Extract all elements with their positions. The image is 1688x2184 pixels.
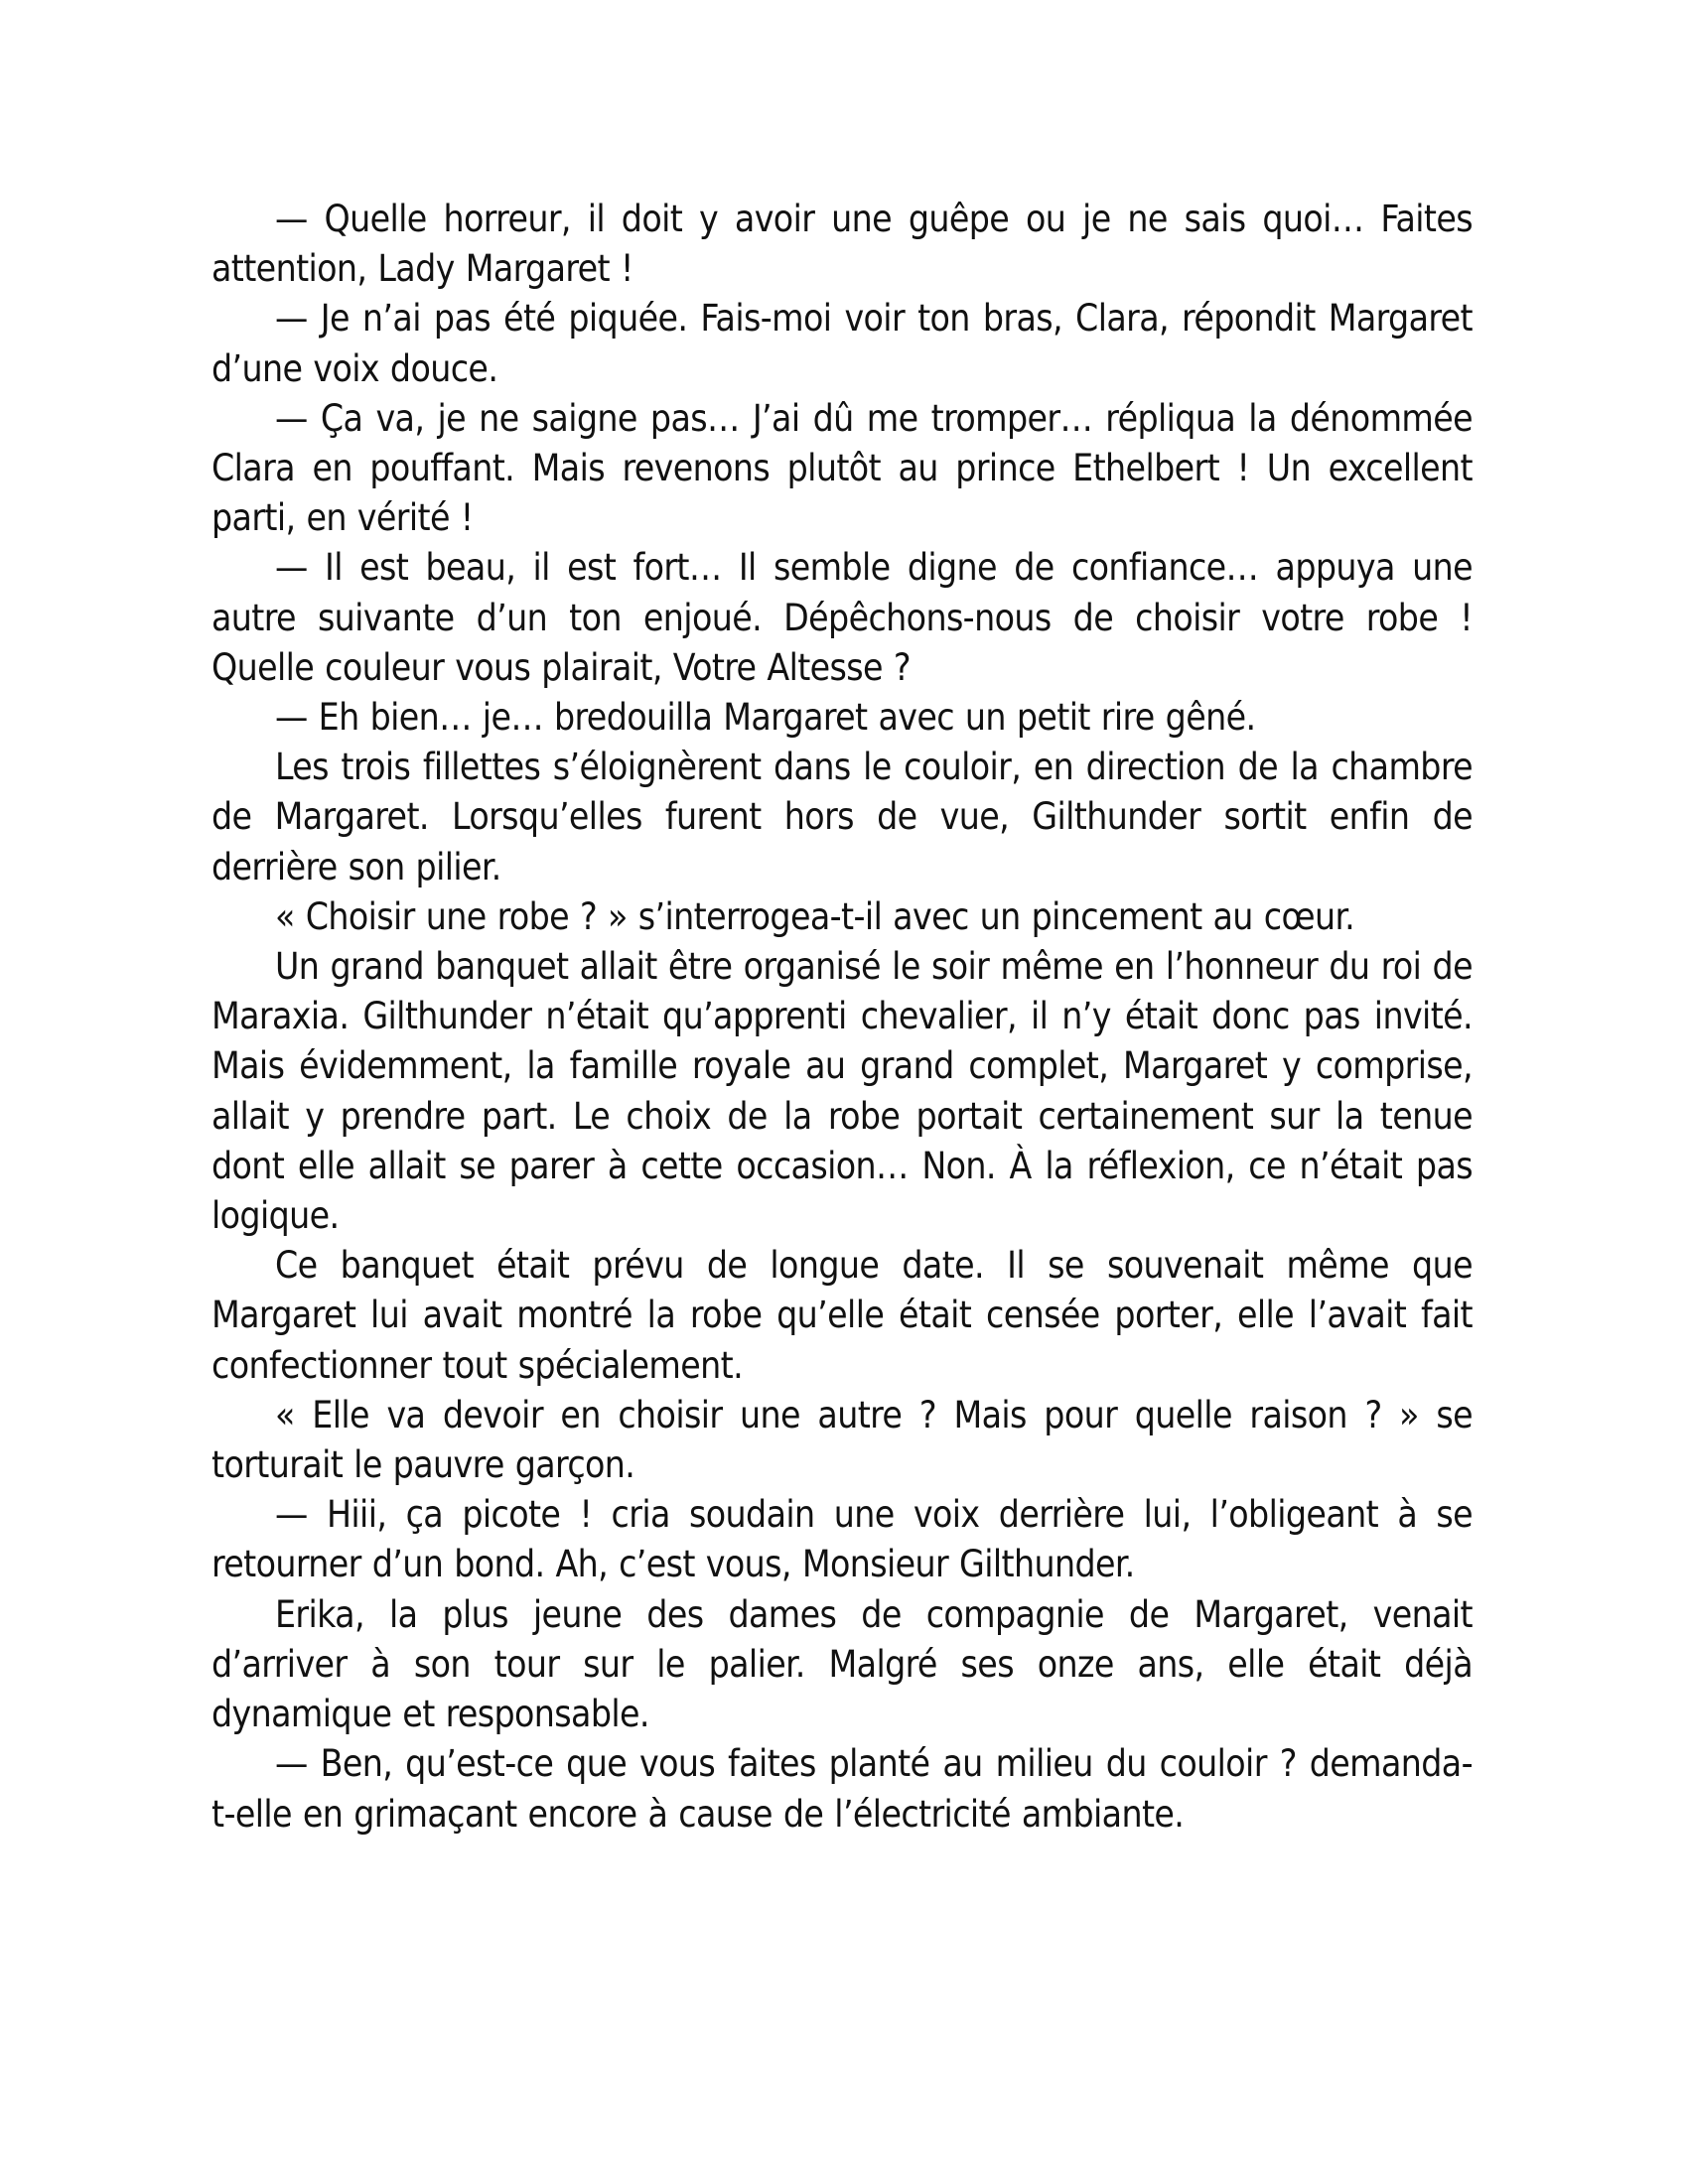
paragraph: Les trois fillettes s’éloignèrent dans le couloir, en direction de la chambre de Margaret. Lorsqu’elles furent hors de vue, Gilthunder sortit enfin de derrière son pilier. xyxy=(211,746,1473,888)
paragraph: — Hiii, ça picote ! cria soudain une voix derrière lui, l’obligeant à se retourner d’un bond. Ah, c’est vous, Monsieur Gilthunder. xyxy=(211,1493,1473,1586)
paragraph: — Ben, qu’est-ce que vous faites planté au milieu du couloir ? demanda-t-elle en grimaçant encore à cause de l’électricité ambiante. xyxy=(211,1742,1473,1836)
paragraph: — Ça va, je ne saigne pas… J’ai dû me tromper… répliqua la dénommée Clara en pouffant. Mais revenons plutôt au prince Ethelbert ! Un excellent parti, en vérité ! xyxy=(211,396,1473,540)
paragraph: Erika, la plus jeune des dames de compagnie de Margaret, venait d’arriver à son tour sur le palier. Malgré ses onze ans, elle était déjà dynamique et responsable. xyxy=(211,1592,1473,1736)
page-body xyxy=(211,195,1473,1840)
paragraph: — Quelle horreur, il doit y avoir une guêpe ou je ne sais quoi… Faites attention, Lady Margaret ! xyxy=(211,198,1473,291)
paragraph: — Eh bien… je… bredouilla Margaret avec un petit rire gêné. xyxy=(275,696,1256,740)
paragraph: Ce banquet était prévu de longue date. Il se souvenait même que Margaret lui avait montré la robe qu’elle était censée porter, elle l’avait fait confectionner tout spécialement. xyxy=(211,1244,1473,1387)
paragraph: « Elle va devoir en choisir une autre ? Mais pour quelle raison ? » se torturait le pauvre garçon. xyxy=(211,1393,1473,1487)
paragraph: « Choisir une robe ? » s’interrogea-t-il avec un pincement au cœur. xyxy=(275,894,1355,938)
paragraph: — Il est beau, il est fort… Il semble digne de confiance… appuya une autre suivante d’un ton enjoué. Dépêchons-nous de choisir votre robe ! Quelle couleur vous plairait, Votre Altesse ? xyxy=(211,546,1473,689)
paragraph: — Je n’ai pas été piquée. Fais-moi voir ton bras, Clara, répondit Margaret d’une voix douce. xyxy=(211,297,1473,390)
paragraph: Un grand banquet allait être organisé le soir même en l’honneur du roi de Maraxia. Gilthunder n’était qu’apprenti chevalier, il n’y était donc pas invité. Mais évidemment, la famille royale au grand complet, Margaret y comprise, allait y prendre part. Le choix de la robe portait certainement sur la tenue dont elle allait se parer à cette occasion… Non. À la réflexion, ce n’était pas logique. xyxy=(211,945,1473,1238)
